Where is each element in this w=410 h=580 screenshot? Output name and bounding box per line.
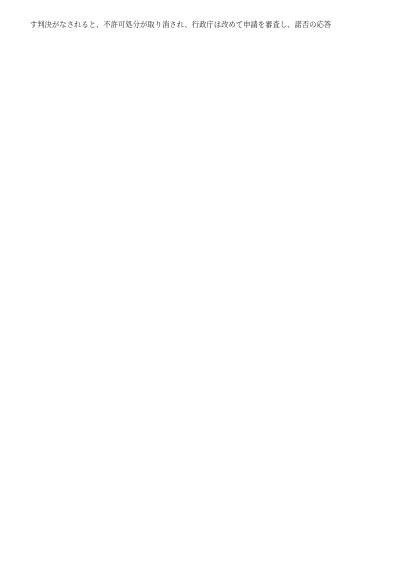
text-line: す判決がなされると、不許可処分が取り消され、行政庁は改めて申請を審査し、諾否の応答	[30, 20, 332, 29]
